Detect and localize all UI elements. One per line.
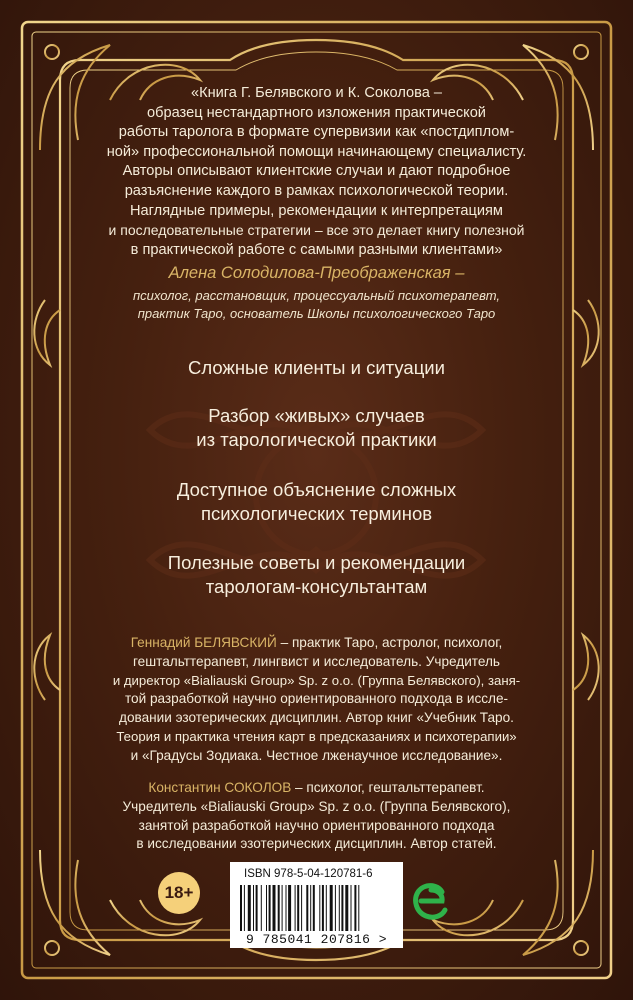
feature-1	[80, 356, 553, 380]
publisher-logo-icon	[412, 880, 448, 920]
barcode-bar	[341, 885, 343, 931]
barcode-bar	[326, 885, 327, 931]
barcode-bar	[351, 885, 352, 931]
barcode-bar	[256, 885, 258, 931]
ean-digits: 9 785041 207816 >	[245, 932, 388, 947]
isbn-label: ISBN 978-5-04-120781-6	[244, 868, 373, 880]
feature-line: психологических терминов	[200, 503, 433, 524]
barcode-bar	[261, 885, 262, 931]
barcode-bar	[266, 885, 267, 931]
barcode-bar	[288, 885, 291, 931]
feature-line: из тарологической практики	[196, 429, 437, 450]
quote-line: и последовательные стратегии – все это делает книгу полезной	[108, 222, 525, 239]
barcode-bar	[306, 885, 308, 931]
feature-line: Доступное объяснение сложных	[176, 479, 457, 500]
quote-line: «Книга Г. Белявского и К. Соколова –	[190, 85, 443, 101]
barcode-bar	[358, 885, 359, 931]
barcode-bar	[240, 885, 242, 931]
feature-line: Сложные клиенты и ситуации	[188, 357, 445, 378]
barcode-bar	[339, 885, 340, 931]
bio-line: Учредитель «Bialiauski Group» Sp. z o.o. (Группа Белявского),	[122, 798, 511, 814]
author-name: Константин СОКОЛОВ	[148, 780, 292, 795]
endorsement-quote	[80, 84, 553, 260]
author-name: Геннадий БЕЛЯВСКИЙ	[130, 635, 277, 650]
barcode-bar	[269, 885, 271, 931]
feature-line: Разбор «живых» случаев	[208, 405, 425, 426]
bio-line: довании эзотерических дисциплин. Автор книг «Учебник Таро.	[119, 710, 514, 726]
feature-line: тарологам-консультантам	[205, 576, 428, 597]
quote-line: ной» профессиональной помощи начинающему специалисту.	[106, 143, 527, 160]
barcode-bar	[253, 885, 254, 931]
quote-line: разъяснение каждого в рамках психологической теории.	[124, 182, 509, 199]
quote-line: образец нестандартного изложения практической	[147, 104, 486, 121]
barcode-bar	[301, 885, 302, 931]
quote-line: Наглядные примеры, рекомендации к интерпретациям	[130, 202, 503, 219]
barcode-bar	[295, 885, 296, 931]
feature-line: Полезные советы и рекомендации	[167, 552, 466, 573]
bio-text: – практик Таро, астролог, психолог,	[276, 635, 503, 650]
bio-line: Теория и практика чтения карт в предсказаниях и психотерапии»	[116, 728, 517, 744]
feature-3	[80, 478, 553, 526]
barcode-bar	[286, 885, 287, 931]
barcode-bar	[354, 885, 356, 931]
bio-text: – психолог, гештальттерапевт.	[291, 780, 485, 795]
barcode-bar	[282, 885, 283, 931]
bio-line: и директор «Bialiauski Group» Sp. z o.o. (Группа Белявского), заня-	[112, 672, 521, 688]
age-rating-badge: 18+	[158, 872, 200, 914]
barcode-bar	[278, 885, 280, 931]
barcode-bar	[244, 885, 245, 931]
role-line: психолог, расстановщик, процессуальный психотерапевт,	[132, 288, 501, 303]
barcode-bar	[345, 885, 348, 931]
quote-line: работы таролога в формате супервизии как «постдиплом-	[118, 124, 515, 141]
quote-author: Алена Солодилова-Преображенская –	[168, 264, 465, 282]
quote-line: Авторы описывают клиентские случаи и дают подробное	[122, 163, 511, 180]
quote-author-role	[80, 287, 553, 322]
barcode-bars	[238, 885, 395, 931]
bio-line: в исследовании эзотерических дисциплин. Автор статей.	[136, 836, 497, 852]
barcode-bar	[319, 885, 320, 931]
barcode	[230, 862, 403, 948]
feature-4	[80, 551, 553, 599]
barcode-bar	[310, 885, 311, 931]
bio-line: той разработкой научно ориентированного подхода в иссле-	[124, 691, 509, 707]
feature-2	[80, 404, 553, 452]
barcode-bar	[313, 885, 315, 931]
barcode-bar	[335, 885, 336, 931]
barcode-bar	[248, 885, 251, 931]
barcode-bar	[273, 885, 276, 931]
bio-first-line	[80, 779, 553, 798]
barcode-bar	[330, 885, 333, 931]
bio-line: и «Градусы Зодиака. Честное лженаучное исследование».	[130, 747, 503, 763]
author-bio-belyavsky	[80, 634, 553, 766]
author-bio-sokolov	[80, 779, 553, 854]
bio-line: занятой разработкой научно ориентированного подхода	[138, 817, 495, 833]
role-line: практик Таро, основатель Школы психологического Таро	[137, 305, 496, 321]
barcode-bar	[297, 885, 299, 931]
bio-first-line	[80, 634, 553, 653]
barcode-bar	[322, 885, 324, 931]
quote-line: в практической работе с самыми разными клиентами»	[130, 241, 503, 258]
bio-line: гештальттерапевт, лингвист и исследователь. Учредитель	[133, 653, 500, 669]
